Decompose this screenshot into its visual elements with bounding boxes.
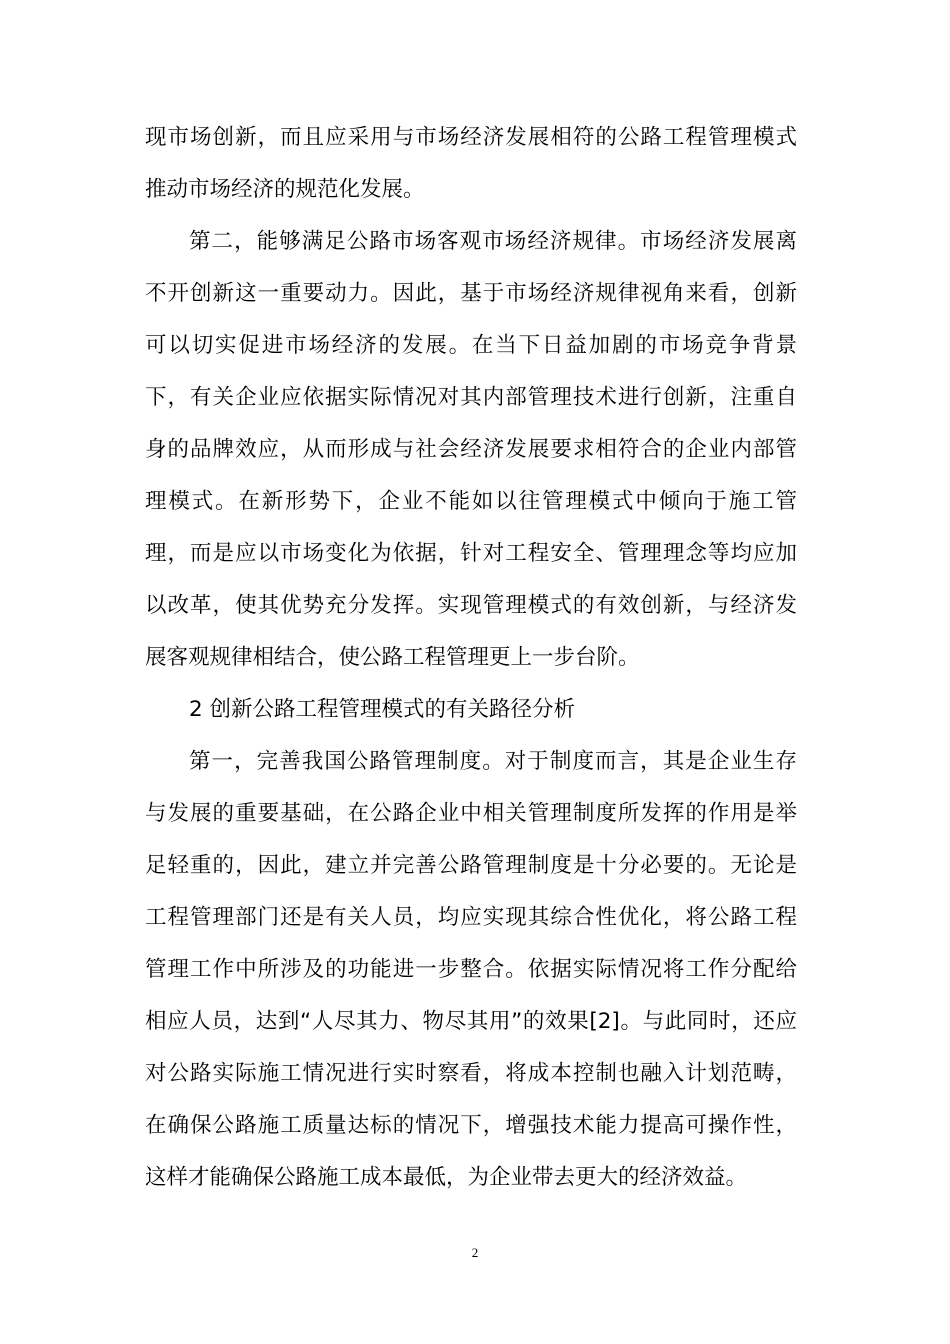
text-line: 展客观规律相结合，使公路工程管理更上一步台阶。 <box>145 645 640 670</box>
text-line: 不开创新这一重要动力。因此，基于市场经济规律视角来看，创新 <box>145 281 797 306</box>
text-line: 现市场创新，而且应采用与市场经济发展相符的公路工程管理模式 <box>145 125 797 150</box>
text-line: 理模式。在新形势下，企业不能如以往管理模式中倾向于施工管 <box>145 489 797 514</box>
text-line: 理，而是应以市场变化为依据，针对工程安全、管理理念等均应加 <box>145 541 797 566</box>
text-line: 在确保公路施工质量达标的情况下，增强技术能力提高可操作性， <box>145 1113 797 1138</box>
text-line: 第二，能够满足公路市场客观市场经济规律。市场经济发展离 <box>189 229 797 254</box>
text-line: 相应人员，达到“人尽其力、物尽其用”的效果[2]。与此同时，还应 <box>145 1009 797 1034</box>
text-line: 第一，完善我国公路管理制度。对于制度而言，其是企业生存 <box>189 749 797 774</box>
text-line: 这样才能确保公路施工成本最低，为企业带去更大的经济效益。 <box>145 1165 748 1190</box>
text-line: 推动市场经济的规范化发展。 <box>145 177 425 202</box>
text-line: 以改革，使其优势充分发挥。实现管理模式的有效创新，与经济发 <box>145 593 797 618</box>
text-line: 可以切实促进市场经济的发展。在当下日益加剧的市场竞争背景 <box>145 333 797 358</box>
page-number: 2 <box>471 1245 479 1260</box>
text-line: 工程管理部门还是有关人员，均应实现其综合性优化，将公路工程 <box>145 905 797 930</box>
text-line: 身的品牌效应，从而形成与社会经济发展要求相符合的企业内部管 <box>145 437 797 462</box>
text-line: 足轻重的，因此，建立并完善公路管理制度是十分必要的。无论是 <box>145 853 797 878</box>
section-heading: 2 创新公路工程管理模式的有关路径分析 <box>189 697 576 722</box>
text-line: 对公路实际施工情况进行实时察看，将成本控制也融入计划范畴， <box>145 1061 797 1086</box>
text-line: 管理工作中所涉及的功能进一步整合。依据实际情况将工作分配给 <box>145 957 797 982</box>
body-text <box>145 112 797 1204</box>
text-line: 下，有关企业应依据实际情况对其内部管理技术进行创新，注重自 <box>145 385 797 410</box>
text-line: 与发展的重要基础，在公路企业中相关管理制度所发挥的作用是举 <box>145 801 797 826</box>
